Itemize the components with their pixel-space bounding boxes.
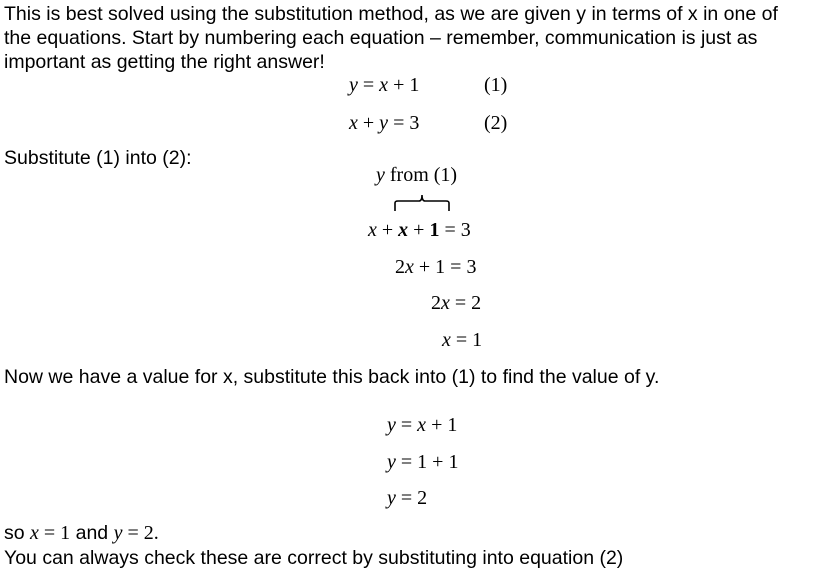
- substituted-x: x: [398, 219, 409, 241]
- eq2-lhs-var2: y: [379, 112, 389, 134]
- brace-annotation-text: from (1): [384, 164, 458, 186]
- back-step-3: y = 2: [387, 487, 428, 509]
- equation-1: y = x + 1: [349, 74, 420, 96]
- step-2: 2x + 1 = 3: [395, 256, 477, 278]
- back-step-2: y = 1 + 1: [387, 451, 459, 473]
- substitute-heading: Substitute (1) into (2):: [4, 147, 192, 169]
- intro-line-2: the equations. Start by numbering each equation – remember, communication is just as: [4, 27, 758, 49]
- conclusion-line: so x = 1 and y = 2.: [4, 522, 159, 544]
- eq2-rhs: = 3: [388, 112, 420, 134]
- conclusion-y-var: y: [113, 522, 123, 544]
- back-step-1: y = x + 1: [387, 414, 458, 436]
- equation-2-label: (2): [484, 112, 508, 134]
- eq1-rhs-rest: + 1: [388, 74, 420, 96]
- conclusion-x-var: x: [30, 522, 39, 544]
- back-substitute-text: Now we have a value for x, substitute this back into (1) to find the value of y.: [4, 366, 660, 388]
- underbrace-icon: [393, 191, 451, 213]
- equation-2: [349, 111, 419, 135]
- equation-1-label: (1): [484, 74, 508, 96]
- brace-annotation: [376, 163, 457, 187]
- eq1-lhs: y: [349, 74, 358, 96]
- step-4: x = 1: [442, 329, 483, 351]
- eq1-rhs-var: x: [379, 74, 389, 96]
- eq2-lhs-var: x: [349, 112, 358, 134]
- eq2-lhs-mid: +: [357, 112, 380, 134]
- intro-line-1: This is best solved using the substitution method, as we are given y in terms of x in one of: [4, 3, 778, 25]
- intro-line-3: important as getting the right answer!: [4, 51, 325, 73]
- step-1: x + x + 1 = 3: [368, 219, 471, 241]
- brace-annotation-var: y: [376, 164, 385, 186]
- step-3: 2x = 2: [431, 292, 482, 314]
- substituted-one: 1: [429, 219, 440, 241]
- check-text: You can always check these are correct by substituting into equation (2): [4, 547, 624, 569]
